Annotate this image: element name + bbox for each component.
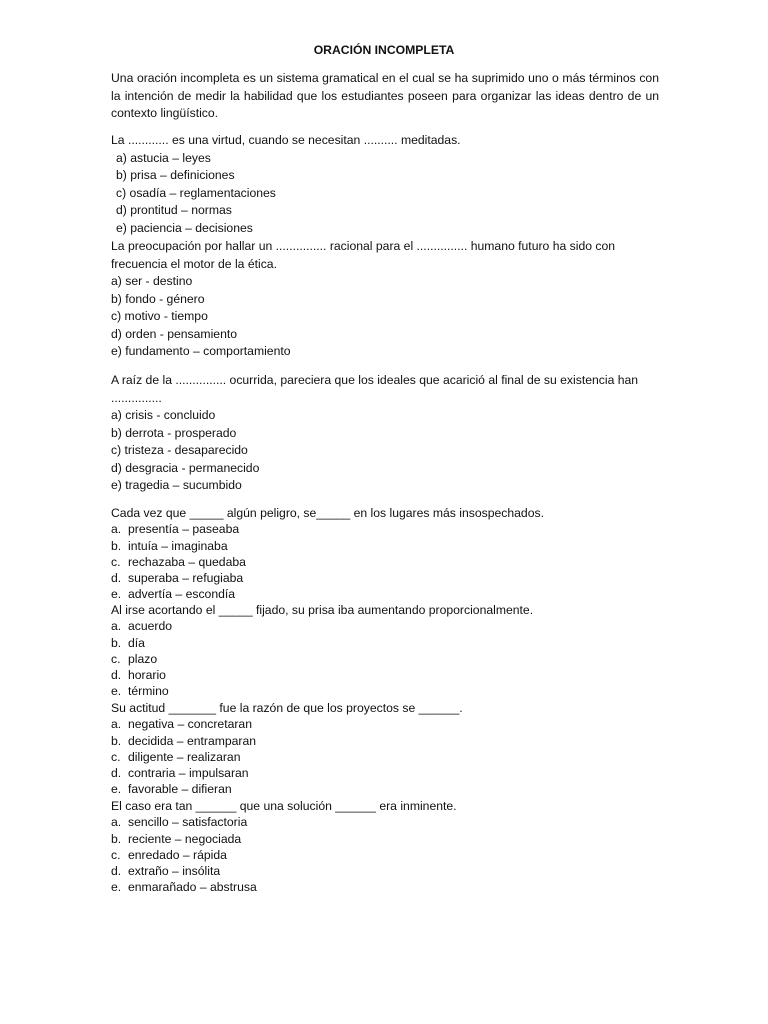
option-e xyxy=(111,879,671,895)
option-letter: e. xyxy=(111,587,122,602)
option-d xyxy=(111,765,671,781)
option-e: e) tragedia – sucumbido xyxy=(111,478,242,492)
question-1 xyxy=(111,132,671,237)
option-letter: d. xyxy=(111,864,122,879)
option-a xyxy=(111,521,671,537)
option-letter: b. xyxy=(111,733,122,748)
question-text: Su actitud _______ fue la razón de que los proyectos se ______. xyxy=(111,701,463,715)
option-text: negativa – concretaran xyxy=(128,717,252,732)
question-4 xyxy=(111,505,671,603)
option-d xyxy=(111,863,671,879)
option-c: c) osadía – reglamentaciones xyxy=(116,185,276,200)
option-a xyxy=(111,716,671,732)
option-b xyxy=(111,733,671,749)
question-5 xyxy=(111,602,671,700)
option-letter: d. xyxy=(111,571,122,586)
option-c xyxy=(111,749,671,765)
option-text: advertía – escondía xyxy=(128,587,236,602)
option-b: b) prisa – definiciones xyxy=(116,168,235,182)
option-text: plazo xyxy=(128,651,158,666)
option-letter: e. xyxy=(111,684,122,699)
option-a xyxy=(111,618,671,634)
option-letter: b. xyxy=(111,538,122,553)
option-a: a) crisis - concluido xyxy=(111,408,216,422)
option-letter: e. xyxy=(111,782,122,797)
option-d: d) desgracia - permanecido xyxy=(111,460,260,475)
question-6 xyxy=(111,700,671,798)
option-c: c) motivo - tiempo xyxy=(111,309,208,323)
option-d: d) prontitud – normas xyxy=(116,203,232,217)
option-letter: a. xyxy=(111,717,122,732)
option-text: superaba – refugiaba xyxy=(128,571,244,586)
option-c: c) tristeza - desaparecido xyxy=(111,443,248,457)
question-text: A raíz de la ............... ocurrida, pareciera que los ideales que acarició al final de su existencia han ............... xyxy=(111,373,639,405)
option-text: enmarañado – abstrusa xyxy=(128,880,257,895)
option-text: sencillo – satisfactoria xyxy=(128,815,248,830)
option-e xyxy=(111,586,671,602)
option-text: reciente – negociada xyxy=(128,831,242,846)
option-letter: d. xyxy=(111,668,122,683)
option-e xyxy=(111,683,671,699)
option-d xyxy=(111,667,671,683)
page-title: ORACIÓN INCOMPLETA xyxy=(313,43,455,57)
intro-paragraph: Una oración incompleta es un sistema gramatical en el cual se ha suprimido uno o más términos con la intención de medir la habilidad que los estudiantes poseen para organizar las ideas dentro de un contexto lingüístico. xyxy=(111,71,659,120)
question-text: El caso era tan ______ que una solución ______ era inminente. xyxy=(111,799,457,813)
question-3 xyxy=(111,372,659,495)
option-letter: a. xyxy=(111,815,122,830)
option-text: acuerdo xyxy=(128,619,173,634)
option-d xyxy=(111,570,671,586)
option-letter: b. xyxy=(111,635,122,650)
option-e xyxy=(111,781,671,797)
option-text: rechazaba – quedaba xyxy=(128,554,246,569)
option-text: término xyxy=(128,684,169,699)
option-letter: a. xyxy=(111,522,122,537)
option-letter: e. xyxy=(111,880,122,895)
option-b xyxy=(111,538,671,554)
option-text: enredado – rápida xyxy=(128,847,227,862)
option-text: día xyxy=(128,635,145,650)
option-e: e) fundamento – comportamiento xyxy=(111,344,291,358)
option-b xyxy=(111,831,671,847)
option-text: diligente – realizaran xyxy=(128,749,241,764)
option-c xyxy=(111,651,671,667)
option-letter: c. xyxy=(111,651,121,666)
option-text: presentía – paseaba xyxy=(128,522,240,537)
option-b xyxy=(111,635,671,651)
option-e: e) paciencia – decisiones xyxy=(116,220,253,235)
question-text: Cada vez que _____ algún peligro, se_____ en los lugares más insospechados. xyxy=(111,506,544,520)
option-letter: c. xyxy=(111,847,121,862)
option-text: intuía – imaginaba xyxy=(128,538,228,553)
option-letter: a. xyxy=(111,619,122,634)
option-a: a) astucia – leyes xyxy=(116,150,211,165)
option-c xyxy=(111,554,671,570)
option-a xyxy=(111,814,671,830)
option-text: horario xyxy=(128,668,166,683)
option-letter: c. xyxy=(111,749,121,764)
question-text: La preocupación por hallar un ............... racional para el ............... humano futuro ha sido con frecuencia el motor de la ética. xyxy=(111,239,616,271)
option-text: contraria – impulsaran xyxy=(128,766,249,781)
question-7 xyxy=(111,798,671,896)
question-text: Al irse acortando el _____ fijado, su prisa iba aumentando proporcionalmente. xyxy=(111,603,534,617)
option-d: d) orden - pensamiento xyxy=(111,326,238,341)
option-text: extraño – insólita xyxy=(128,864,221,879)
option-a: a) ser - destino xyxy=(111,274,193,288)
option-letter: b. xyxy=(111,831,122,846)
option-b: b) fondo - género xyxy=(111,291,205,306)
option-c xyxy=(111,847,671,863)
option-text: favorable – difieran xyxy=(128,782,232,797)
option-text: decidida – entramparan xyxy=(128,733,257,748)
option-letter: d. xyxy=(111,766,122,781)
question-2 xyxy=(111,238,659,361)
question-text: La ............ es una virtud, cuando se necesitan .......... meditadas. xyxy=(111,133,461,147)
option-b: b) derrota - prosperado xyxy=(111,425,237,440)
option-letter: c. xyxy=(111,554,121,569)
